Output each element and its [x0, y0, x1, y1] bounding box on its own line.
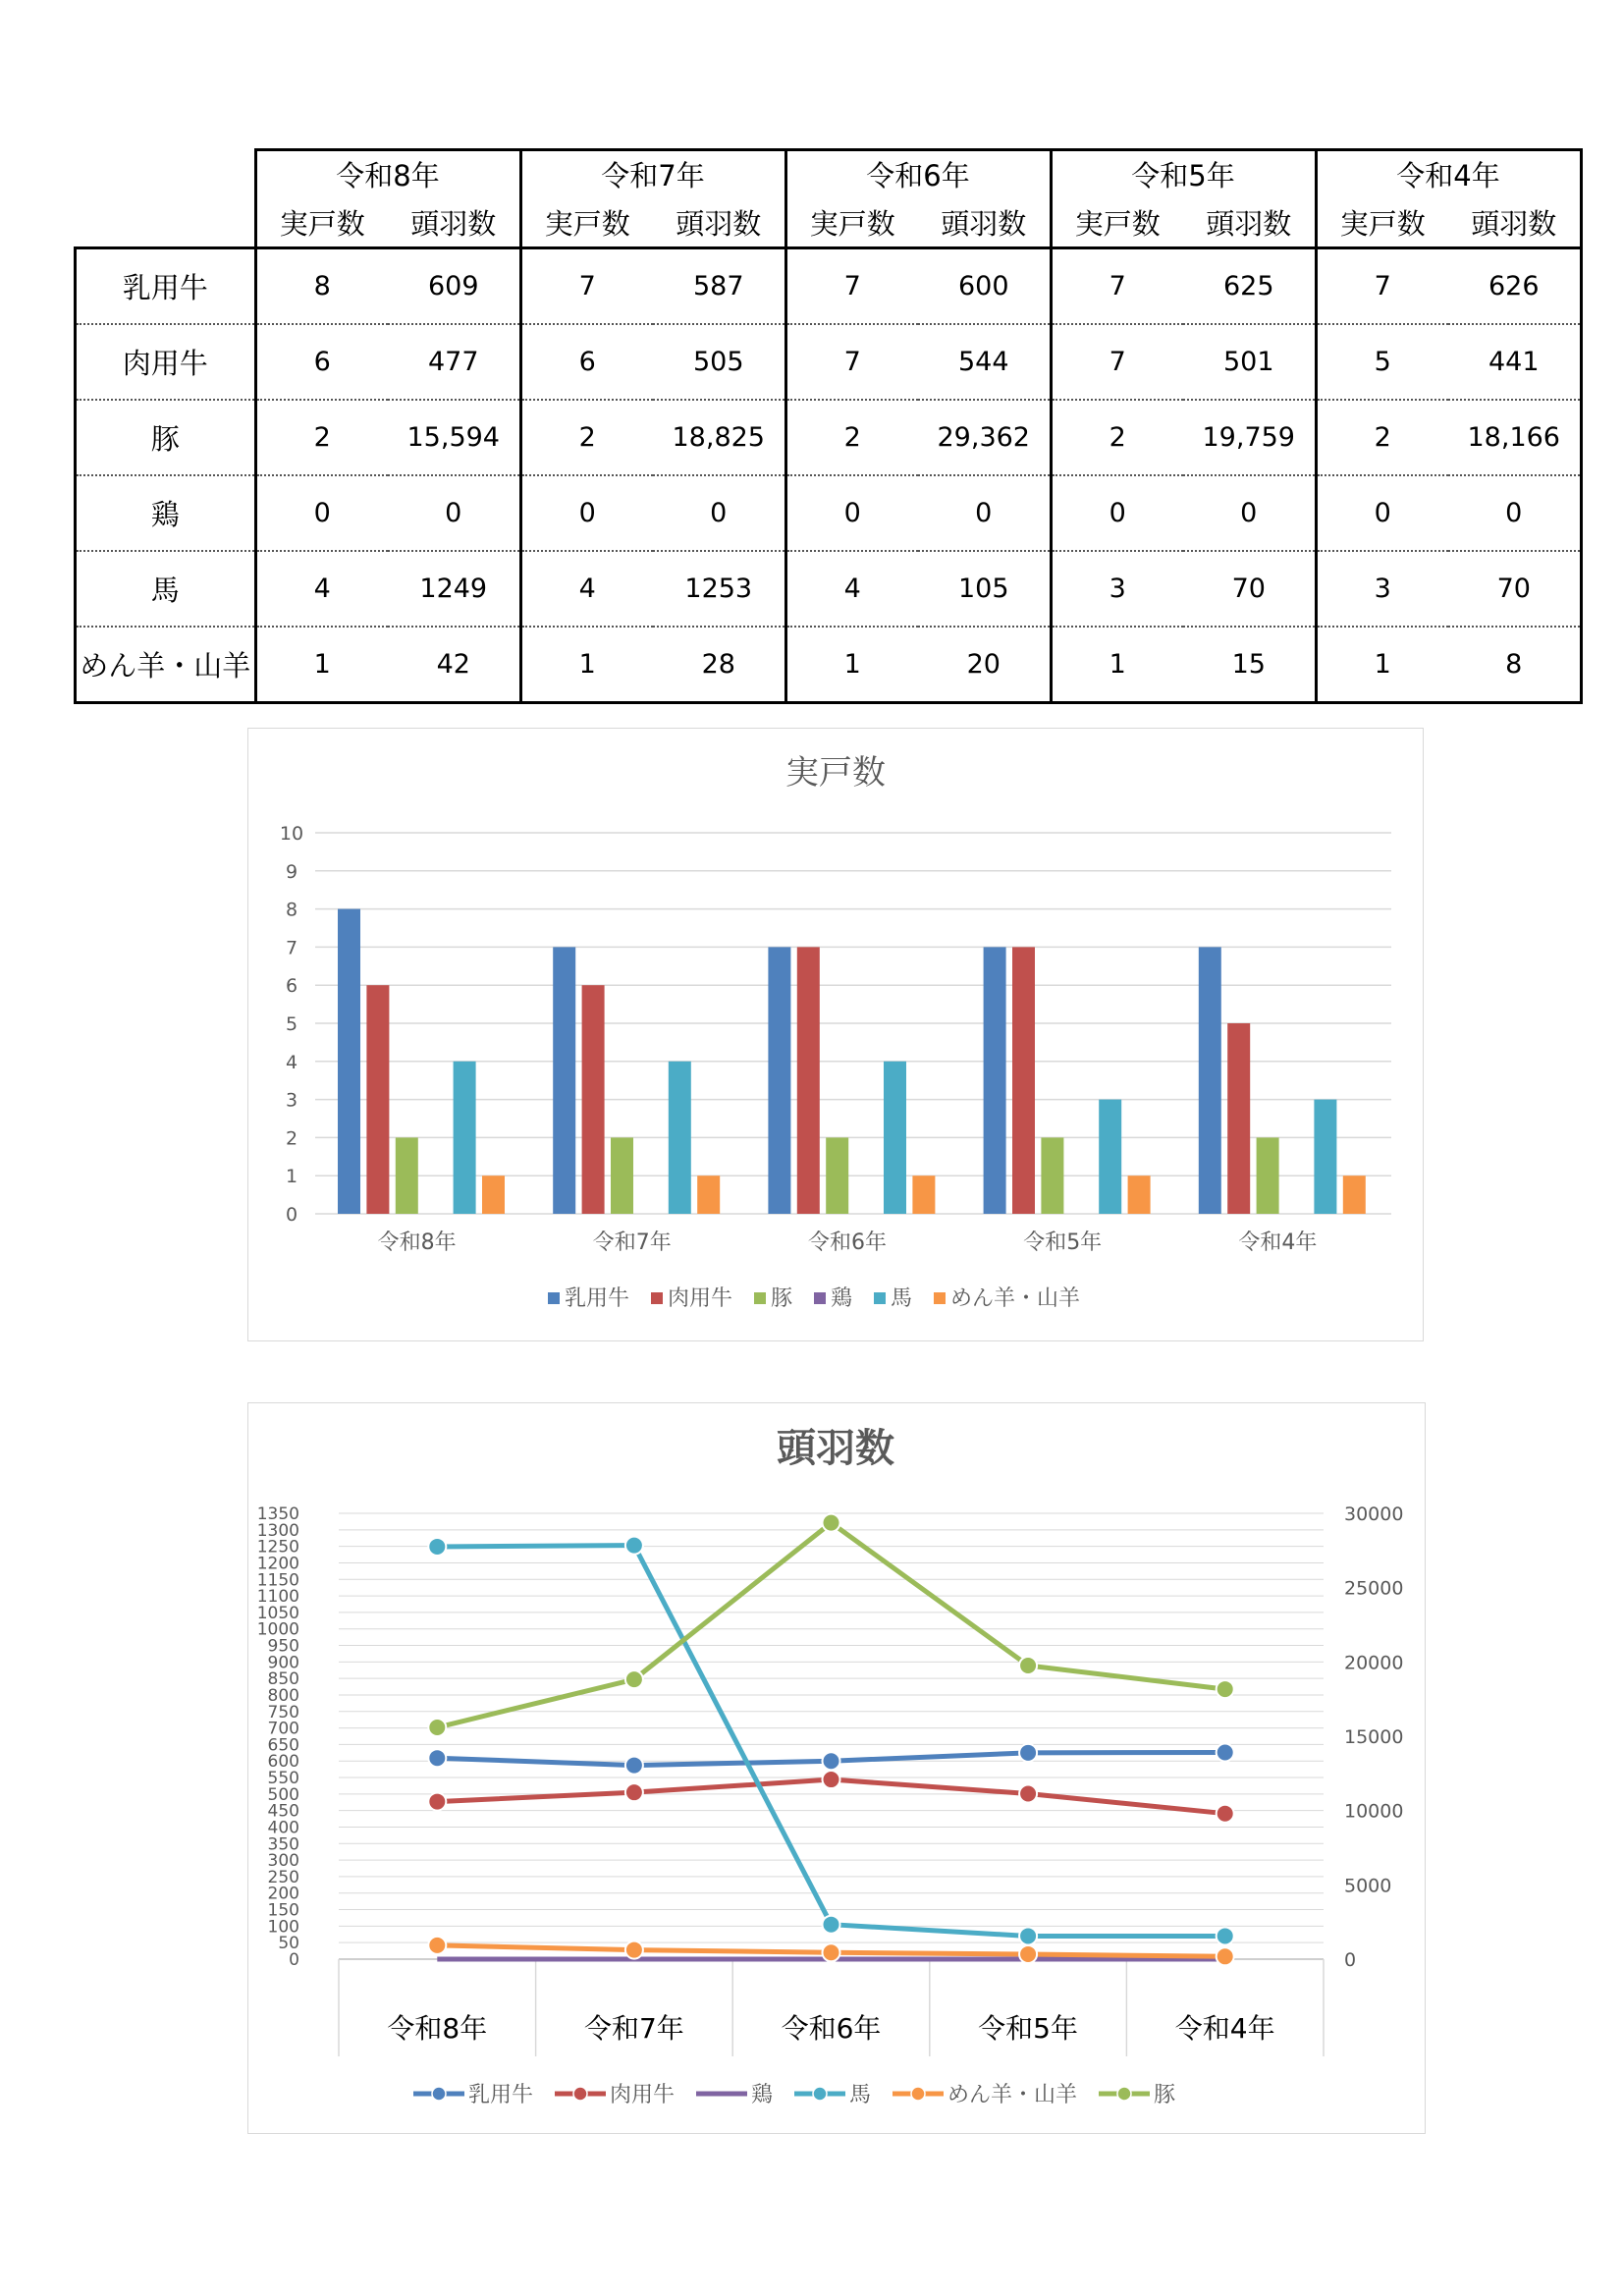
left-y-tick-label: 500 — [267, 1784, 299, 1805]
left-y-tick-label: 1200 — [256, 1554, 299, 1574]
stats-table — [74, 148, 1583, 704]
headcount-cell: 587 — [653, 248, 785, 325]
left-y-tick-label: 1100 — [256, 1587, 299, 1608]
headcount-cell: 8 — [1448, 627, 1581, 703]
left-y-tick-label: 750 — [267, 1702, 299, 1722]
headcount-cell: 18,825 — [653, 400, 785, 475]
left-y-tick-label: 1300 — [256, 1520, 299, 1541]
left-y-tick-label: 550 — [267, 1769, 299, 1789]
data-marker — [1019, 1785, 1037, 1803]
legend-marker — [911, 2087, 925, 2101]
table-row — [76, 627, 1582, 703]
left-y-tick-label: 1250 — [256, 1537, 299, 1558]
households-cell: 7 — [785, 324, 918, 400]
year-header: 令和6年 — [785, 150, 1051, 198]
left-y-tick-label: 250 — [267, 1867, 299, 1887]
x-tick-label: 令和7年 — [583, 2012, 684, 2045]
x-tick-label: 令和6年 — [781, 2012, 882, 2045]
households-cell: 1 — [785, 627, 918, 703]
right-y-tick-label: 20000 — [1344, 1652, 1404, 1674]
bar — [1099, 1100, 1121, 1214]
households-cell: 0 — [1051, 475, 1183, 551]
headcount-cell: 544 — [918, 324, 1051, 400]
table-row — [76, 475, 1582, 551]
headcount-cell: 1253 — [653, 551, 785, 627]
households-cell: 7 — [1051, 324, 1183, 400]
y-tick-label: 7 — [285, 937, 298, 959]
right-y-tick-label: 30000 — [1344, 1503, 1404, 1525]
data-marker — [428, 1749, 446, 1767]
households-cell: 7 — [1316, 248, 1448, 325]
bar — [1128, 1175, 1151, 1214]
households-cell: 4 — [520, 551, 653, 627]
headcount-cell: 15 — [1183, 627, 1316, 703]
legend-marker — [813, 2087, 827, 2101]
left-y-tick-label: 850 — [267, 1669, 299, 1690]
headcount-cell: 20 — [918, 627, 1051, 703]
households-cell: 1 — [255, 627, 388, 703]
table-corner — [76, 150, 256, 248]
legend-swatch — [934, 1292, 946, 1304]
x-tick-label: 令和4年 — [1174, 2012, 1275, 2045]
line-chart-svg — [248, 1403, 1425, 2133]
left-y-tick-label: 700 — [267, 1719, 299, 1739]
data-marker — [823, 1916, 840, 1934]
bar — [1199, 947, 1221, 1214]
legend-label: 馬 — [891, 1286, 913, 1311]
left-y-tick-label: 950 — [267, 1636, 299, 1657]
legend-marker — [573, 2087, 587, 2101]
headcount-cell: 70 — [1448, 551, 1581, 627]
data-marker — [625, 1537, 643, 1555]
bar — [884, 1062, 906, 1214]
data-marker — [823, 1752, 840, 1770]
bar — [454, 1062, 476, 1214]
left-y-tick-label: 100 — [267, 1917, 299, 1938]
bar — [826, 1137, 848, 1214]
households-cell: 2 — [520, 400, 653, 475]
data-marker — [1217, 1805, 1234, 1823]
x-tick-label: 令和7年 — [592, 1230, 672, 1255]
right-y-tick-label: 25000 — [1344, 1577, 1404, 1600]
legend-label: 鶏 — [751, 2083, 774, 2107]
y-tick-label: 0 — [285, 1204, 298, 1226]
households-col-header: 実戸数 — [1316, 197, 1448, 248]
data-marker — [625, 1670, 643, 1688]
households-cell: 0 — [255, 475, 388, 551]
table-row — [76, 400, 1582, 475]
households-col-header: 実戸数 — [785, 197, 918, 248]
legend-marker — [432, 2087, 446, 2101]
bar — [669, 1062, 691, 1214]
data-marker — [428, 1937, 446, 1954]
legend-swatch — [874, 1292, 886, 1304]
households-cell: 4 — [255, 551, 388, 627]
y-tick-label: 3 — [285, 1089, 298, 1112]
headcount-line-chart — [247, 1402, 1426, 2134]
legend-label: 豚 — [1154, 2083, 1176, 2107]
headcount-cell: 70 — [1183, 551, 1316, 627]
bar — [697, 1175, 720, 1214]
households-cell: 7 — [785, 248, 918, 325]
headcount-cell: 505 — [653, 324, 785, 400]
households-cell: 1 — [1051, 627, 1183, 703]
table-row — [76, 551, 1582, 627]
row-label: 鶏 — [76, 475, 256, 551]
legend-label: 肉用牛 — [668, 1286, 733, 1311]
legend-swatch — [548, 1292, 560, 1304]
data-marker — [823, 1514, 840, 1532]
data-marker — [1217, 1947, 1234, 1965]
households-cell: 1 — [1316, 627, 1448, 703]
data-marker — [1217, 1743, 1234, 1761]
y-tick-label: 8 — [285, 899, 298, 921]
left-y-tick-label: 1000 — [256, 1619, 299, 1640]
bar — [611, 1137, 633, 1214]
legend-label: めん羊・山羊 — [947, 2083, 1078, 2107]
bar — [1343, 1175, 1366, 1214]
households-cell: 1 — [520, 627, 653, 703]
left-y-tick-label: 400 — [267, 1818, 299, 1838]
left-y-tick-label: 0 — [289, 1950, 299, 1970]
headcount-cell: 0 — [653, 475, 785, 551]
headcount-cell: 42 — [388, 627, 520, 703]
legend-label: 馬 — [849, 2083, 872, 2107]
legend-label: 乳用牛 — [468, 2083, 534, 2107]
data-marker — [428, 1719, 446, 1736]
table-row — [76, 248, 1582, 325]
x-tick-label: 令和8年 — [387, 2012, 488, 2045]
x-tick-label: 令和6年 — [808, 1230, 887, 1255]
y-tick-label: 4 — [285, 1051, 298, 1073]
bar — [338, 909, 360, 1214]
legend-marker — [1117, 2087, 1131, 2101]
bar — [1041, 1137, 1063, 1214]
headcount-cell: 625 — [1183, 248, 1316, 325]
left-y-tick-label: 300 — [267, 1851, 299, 1872]
left-y-tick-label: 600 — [267, 1752, 299, 1773]
bar — [582, 985, 605, 1214]
series-line — [437, 1546, 1224, 1937]
bar — [1257, 1137, 1279, 1214]
legend-label: 鶏 — [831, 1286, 853, 1311]
y-tick-label: 5 — [285, 1013, 298, 1035]
bar — [366, 985, 389, 1214]
households-cell: 6 — [520, 324, 653, 400]
year-header: 令和5年 — [1051, 150, 1316, 198]
households-cell: 2 — [255, 400, 388, 475]
legend-label: 乳用牛 — [565, 1286, 630, 1311]
left-y-tick-label: 200 — [267, 1884, 299, 1904]
data-marker — [823, 1771, 840, 1788]
bar — [1227, 1023, 1250, 1214]
left-y-tick-label: 1050 — [256, 1603, 299, 1623]
households-cell: 0 — [785, 475, 918, 551]
households-bar-chart — [247, 728, 1424, 1341]
left-y-tick-label: 350 — [267, 1834, 299, 1855]
data-marker — [428, 1793, 446, 1811]
households-cell: 7 — [520, 248, 653, 325]
households-col-header: 実戸数 — [255, 197, 388, 248]
bar — [553, 947, 575, 1214]
legend-label: 豚 — [771, 1286, 793, 1311]
households-cell: 3 — [1316, 551, 1448, 627]
data-marker — [625, 1757, 643, 1775]
bar — [482, 1175, 505, 1214]
x-tick-label: 令和4年 — [1238, 1230, 1318, 1255]
headcount-cell: 15,594 — [388, 400, 520, 475]
households-cell: 5 — [1316, 324, 1448, 400]
year-header: 令和4年 — [1316, 150, 1581, 198]
headcount-col-header: 頭羽数 — [1448, 197, 1581, 248]
households-cell: 3 — [1051, 551, 1183, 627]
households-cell: 8 — [255, 248, 388, 325]
stats-table-wrapper — [74, 148, 1583, 704]
data-marker — [625, 1941, 643, 1959]
headcount-cell: 19,759 — [1183, 400, 1316, 475]
row-label: 肉用牛 — [76, 324, 256, 400]
left-y-tick-label: 800 — [267, 1685, 299, 1706]
headcount-cell: 441 — [1448, 324, 1581, 400]
legend-swatch — [651, 1292, 663, 1304]
headcount-col-header: 頭羽数 — [388, 197, 520, 248]
households-cell: 2 — [785, 400, 918, 475]
left-y-tick-label: 450 — [267, 1801, 299, 1822]
bar — [768, 947, 790, 1214]
bar-chart-svg — [248, 729, 1423, 1340]
households-cell: 7 — [1051, 248, 1183, 325]
y-tick-label: 6 — [285, 975, 298, 998]
row-label: めん羊・山羊 — [76, 627, 256, 703]
bar — [1012, 947, 1035, 1214]
headcount-col-header: 頭羽数 — [1183, 197, 1316, 248]
x-tick-label: 令和5年 — [1023, 1230, 1103, 1255]
headcount-cell: 1249 — [388, 551, 520, 627]
households-col-header: 実戸数 — [520, 197, 653, 248]
y-tick-label: 10 — [279, 823, 304, 845]
headcount-cell: 0 — [1183, 475, 1316, 551]
chart-title: 頭羽数 — [777, 1426, 894, 1471]
headcount-col-header: 頭羽数 — [653, 197, 785, 248]
headcount-cell: 0 — [1448, 475, 1581, 551]
households-cell: 0 — [1316, 475, 1448, 551]
left-y-tick-label: 50 — [278, 1934, 299, 1954]
headcount-cell: 105 — [918, 551, 1051, 627]
series-line — [437, 1523, 1224, 1727]
headcount-cell: 600 — [918, 248, 1051, 325]
x-tick-label: 令和5年 — [978, 2012, 1079, 2045]
y-tick-label: 2 — [285, 1127, 298, 1150]
headcount-cell: 29,362 — [918, 400, 1051, 475]
households-cell: 6 — [255, 324, 388, 400]
table-row — [76, 324, 1582, 400]
households-cell: 0 — [520, 475, 653, 551]
row-label: 馬 — [76, 551, 256, 627]
data-marker — [1217, 1927, 1234, 1944]
headcount-cell: 501 — [1183, 324, 1316, 400]
chart-title: 実戸数 — [785, 753, 886, 793]
headcount-cell: 18,166 — [1448, 400, 1581, 475]
bar — [912, 1175, 935, 1214]
x-tick-label: 令和8年 — [377, 1230, 457, 1255]
households-cell: 2 — [1316, 400, 1448, 475]
headcount-cell: 609 — [388, 248, 520, 325]
legend-label: 肉用牛 — [610, 2083, 676, 2107]
households-cell: 2 — [1051, 400, 1183, 475]
bar — [1314, 1100, 1336, 1214]
headcount-cell: 626 — [1448, 248, 1581, 325]
headcount-col-header: 頭羽数 — [918, 197, 1051, 248]
bar — [396, 1137, 418, 1214]
row-label: 豚 — [76, 400, 256, 475]
data-marker — [1019, 1927, 1037, 1944]
bar — [797, 947, 820, 1214]
right-y-tick-label: 5000 — [1344, 1875, 1392, 1897]
left-y-tick-label: 150 — [267, 1900, 299, 1921]
right-y-tick-label: 10000 — [1344, 1800, 1404, 1823]
data-marker — [625, 1783, 643, 1801]
y-tick-label: 1 — [285, 1166, 298, 1188]
year-header: 令和8年 — [255, 150, 520, 198]
legend-swatch — [754, 1292, 766, 1304]
left-y-tick-label: 1150 — [256, 1570, 299, 1591]
legend-swatch — [814, 1292, 826, 1304]
households-cell: 4 — [785, 551, 918, 627]
headcount-cell: 477 — [388, 324, 520, 400]
right-y-tick-label: 15000 — [1344, 1726, 1404, 1748]
households-col-header: 実戸数 — [1051, 197, 1183, 248]
left-y-tick-label: 1350 — [256, 1504, 299, 1524]
data-marker — [1019, 1657, 1037, 1674]
legend-label: めん羊・山羊 — [950, 1286, 1081, 1311]
right-y-tick-label: 0 — [1344, 1949, 1357, 1971]
data-marker — [1019, 1744, 1037, 1762]
headcount-cell: 0 — [918, 475, 1051, 551]
left-y-tick-label: 900 — [267, 1653, 299, 1673]
data-marker — [428, 1538, 446, 1556]
headcount-cell: 0 — [388, 475, 520, 551]
data-marker — [1217, 1680, 1234, 1698]
data-marker — [1019, 1945, 1037, 1963]
headcount-cell: 28 — [653, 627, 785, 703]
y-tick-label: 9 — [285, 860, 298, 883]
left-y-tick-label: 650 — [267, 1735, 299, 1756]
data-marker — [823, 1943, 840, 1961]
bar — [984, 947, 1006, 1214]
row-label: 乳用牛 — [76, 248, 256, 325]
year-header: 令和7年 — [520, 150, 785, 198]
